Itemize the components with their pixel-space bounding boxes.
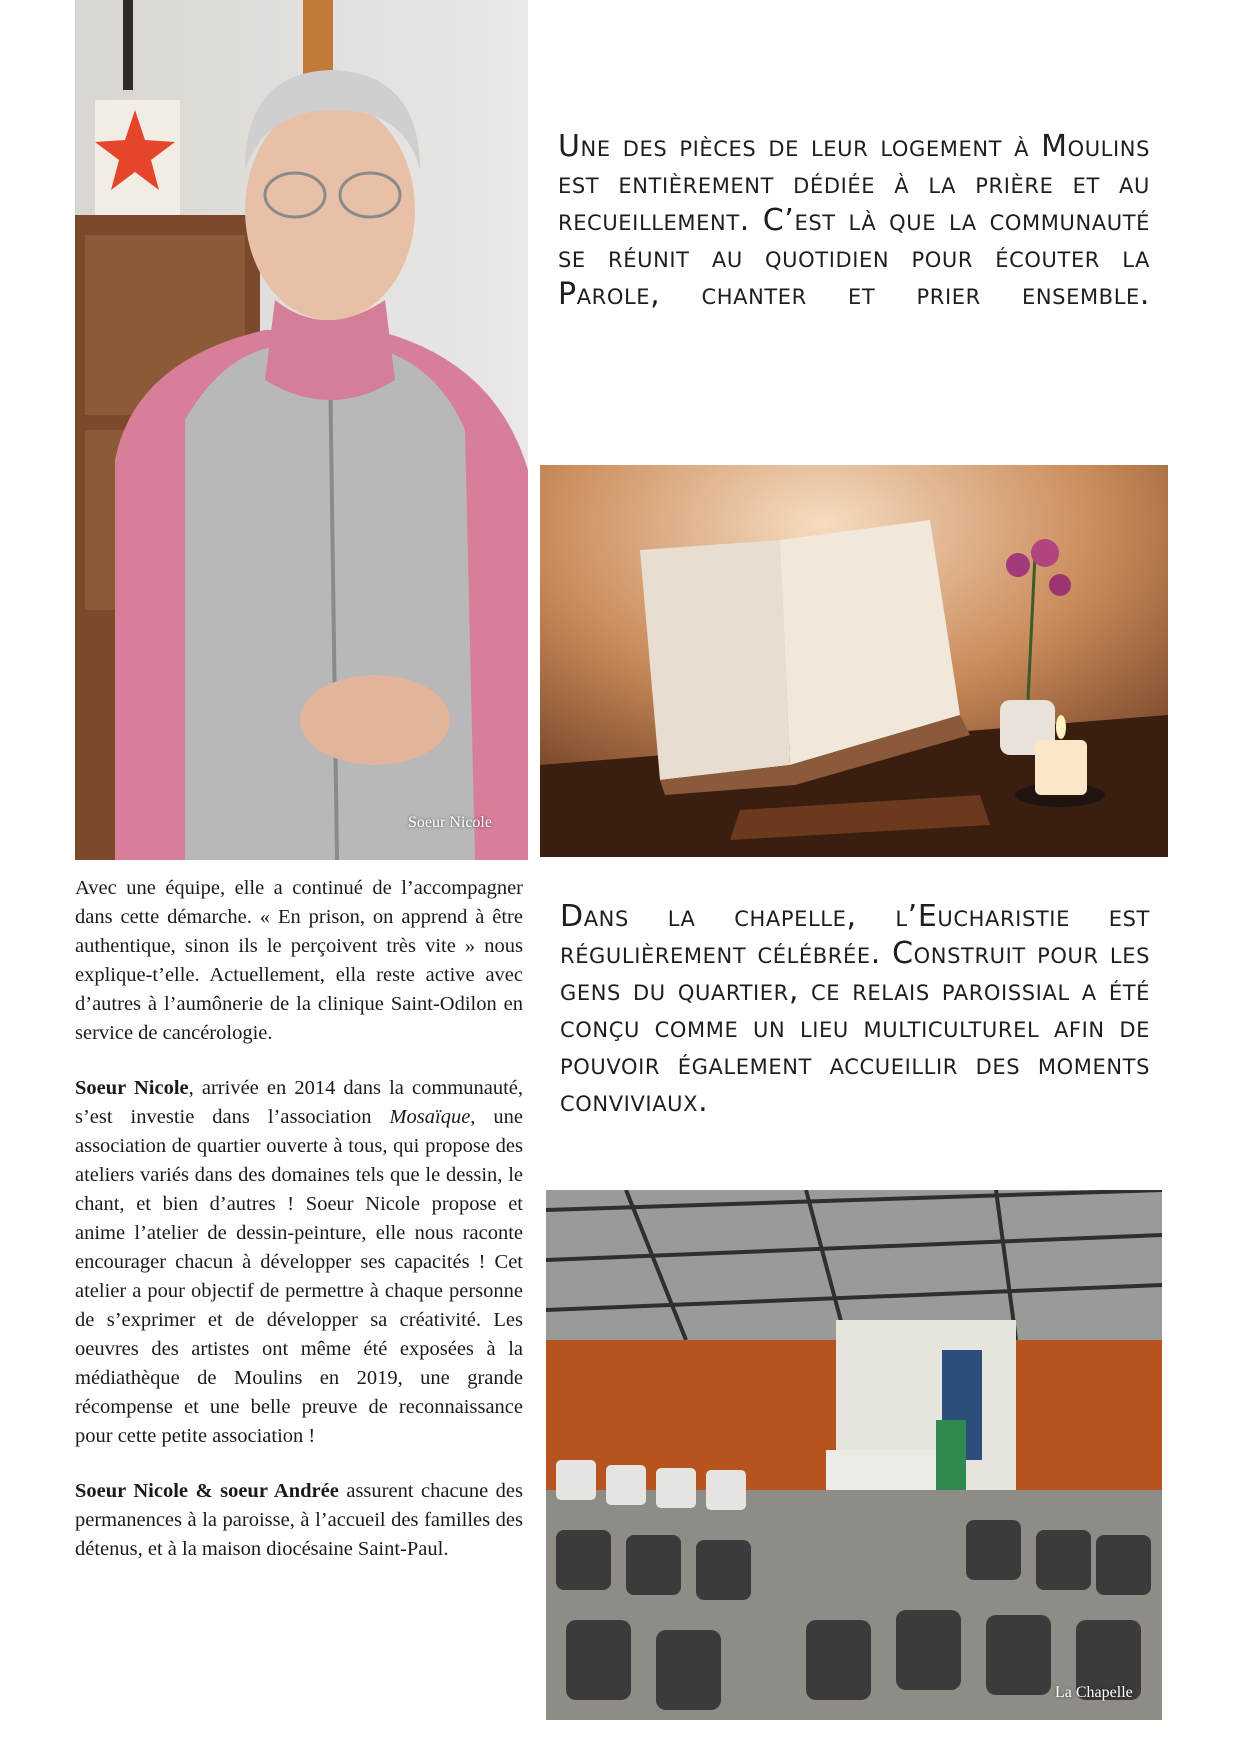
paragraph-2: Soeur Nicole, arrivée en 2014 dans la communauté, s’est investie dans l’association Mosaïque, une association de quartier ouverte à tous, qui propose des ateliers variés dans des domaines tels que le dessin, le chant, et bien d’autres ! Soeur Nicole propose et anime l’atelier de dessin-peinture, elle nous raconte encourager chacun à développer ses capacités ! Cet atelier a pour objectif de permettre à chaque personne de s’exprimer et de développer sa créativité. Les oeuvres des artistes ont même été exposées à la médiathèque de Moulins en 2019, une grande récompense et une belle preuve de reconnaissance pour cette petite association ! [75, 1077, 524, 1447]
names-nicole-andree: Soeur Nicole & soeur Andrée [75, 1480, 339, 1502]
paragraph-3: Soeur Nicole & soeur Andrée assurent chacune des permanences à la paroisse, à l’accueil des familles des détenus, et à la maison diocésaine Saint-Paul. [75, 1480, 523, 1560]
chapel-caption: La Chapelle [1055, 1684, 1133, 1701]
portrait-caption: Soeur Nicole [408, 814, 492, 831]
chapel-photo [546, 1190, 1162, 1720]
article-body [75, 874, 523, 1590]
portrait-photo [75, 0, 528, 860]
bible-photo [540, 465, 1168, 857]
paragraph-1: Avec une équipe, elle a continué de l’accompagner dans cette démarche. « En prison, on apprend à être authentique, sinon ils le perçoivent très vite » nous explique-t’elle. Actuellement, ella reste active avec d’autres à l’aumônerie de la clinique Saint-Odilon en service de cancérologie. [75, 877, 523, 1044]
association-name: Mosaïque [389, 1106, 471, 1128]
quote-middle: Dans la chapelle, l’Eucharistie est régulièrement célébrée. Construit pour les gens du quartier, ce relais paroissial a été conçu comme un lieu multiculturel afin de pouvoir également accueillir des moments conviviaux. [560, 899, 1150, 1119]
quote-top: Une des pièces de leur logement à Moulins est entièrement dédiée à la prière et au recueillement. C’est là que la communauté se réunit au quotidien pour écouter la Parole, chanter et prier ensemble. [558, 129, 1150, 312]
name-soeur-nicole: Soeur Nicole [75, 1077, 189, 1099]
